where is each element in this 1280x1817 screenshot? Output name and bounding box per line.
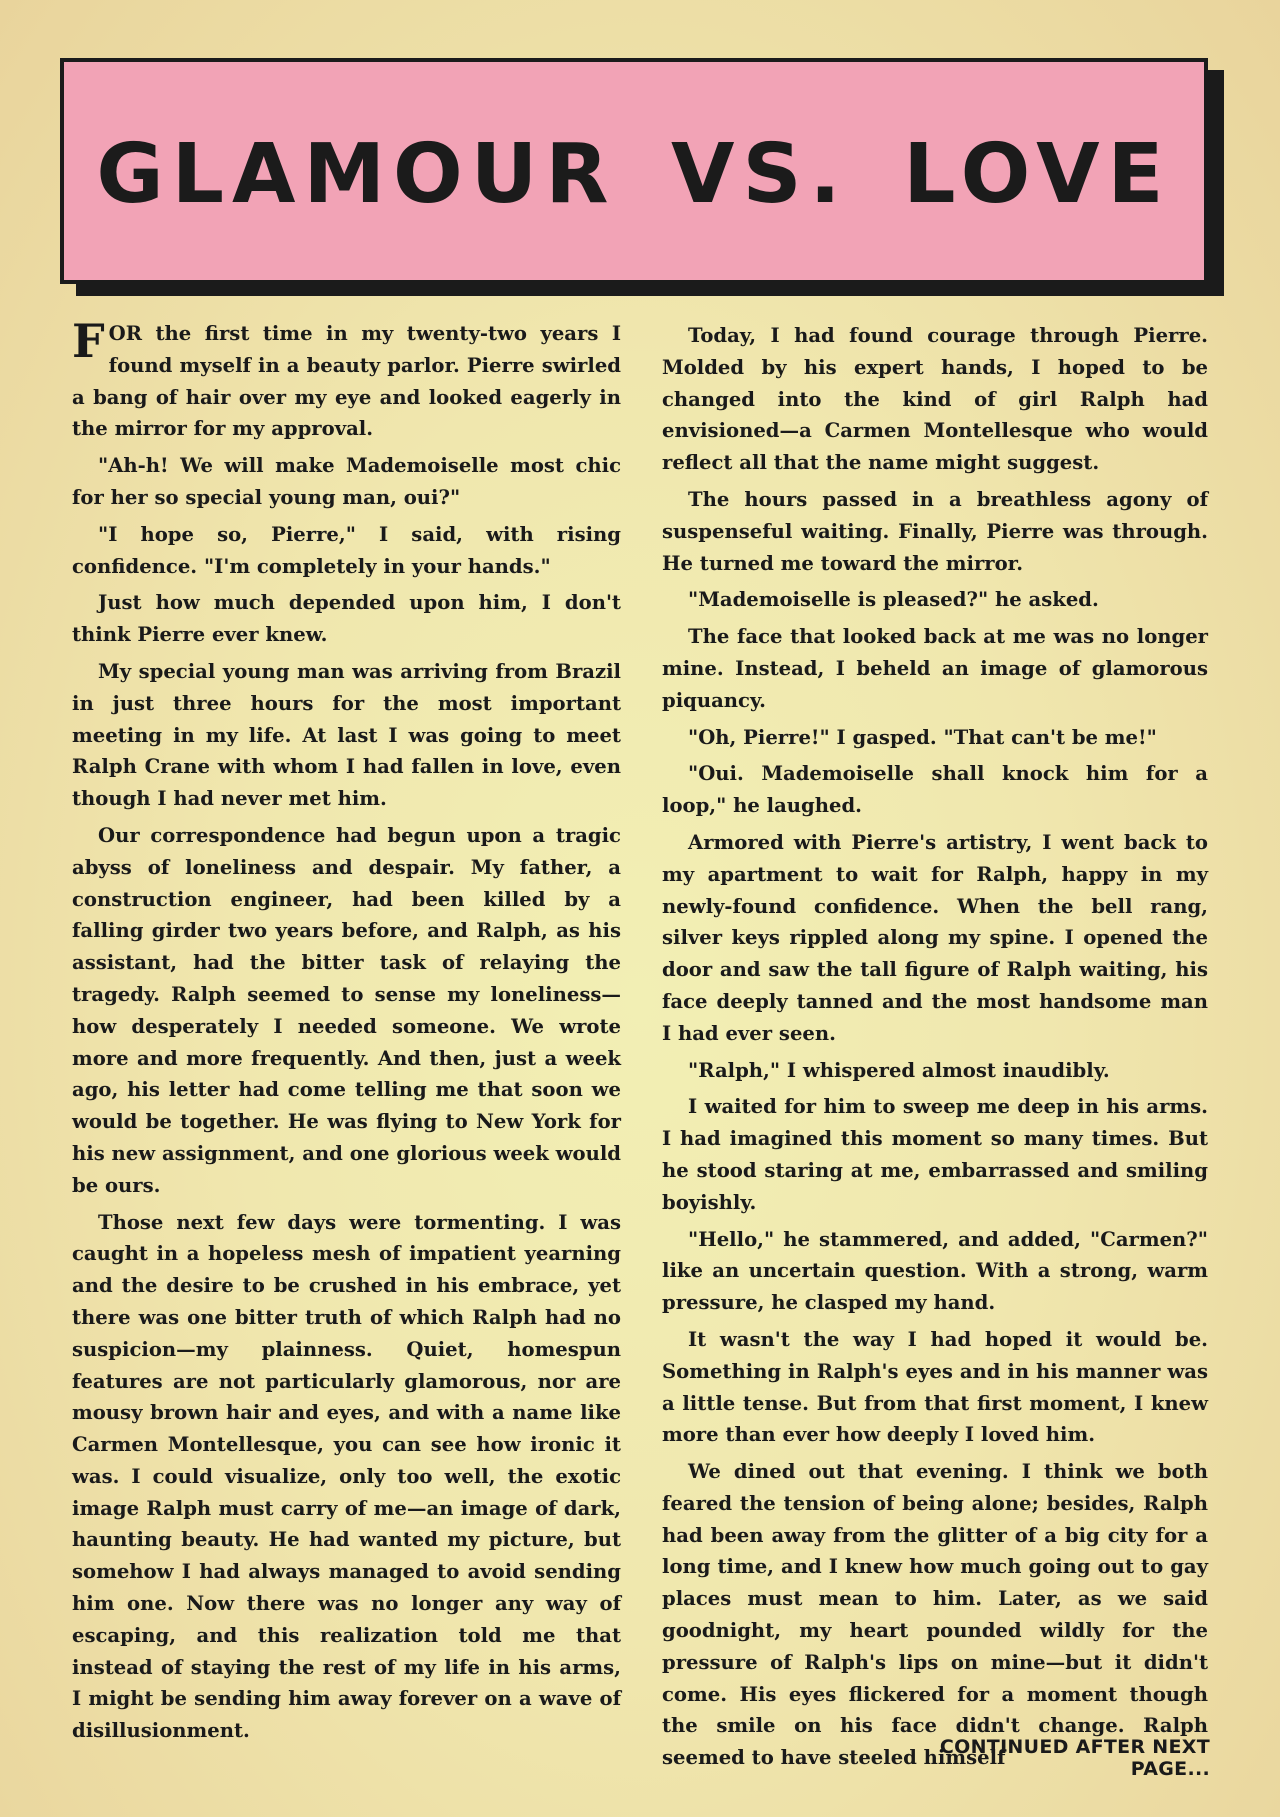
paragraph: "Mademoiselle is pleased?" he asked. [688, 588, 1099, 612]
paragraph: Those next few days were tormenting. I was caught in a hopeless mesh of impatient yearning and the desire to be crushed in his embrace, yet there was one bitter truth of which Ralph had no suspicion—my plainness. Quiet, homespun features are not particularly glamorous, nor are mousy brown hair and eyes, and with a name like Carmen Montellesque, you can see how ironic it was. I could visualize, only too well, the exotic image Ralph must carry of me—an image of dark, haunting beauty. He had wanted my picture, but somehow I had always managed to avoid sending him one. Now there was no longer any way of escaping, and this realization told me that instead of staying the rest of my life in his arms, I might be sending him away forever on a wave of disillusionment. [72, 1210, 621, 1743]
right-text-column [662, 320, 1208, 1779]
paragraph: My special young man was arriving from Brazil in just three hours for the most important meeting in my life. At last I was going to meet Ralph Crane with whom I had fallen in love, even though I had never met him. [72, 659, 621, 811]
paragraph: Just how much depended upon him, I don't think Pierre ever knew. [72, 591, 621, 647]
paragraph: FOR the first time in my twenty-two years I found myself in a beauty parlor. Pierre swirled a bang of hair over my eye and looked eagerly in the mirror for my approval. [72, 314, 621, 441]
drop-cap: F [72, 314, 105, 368]
paragraph: "Oh, Pierre!" I gasped. "That can't be me!" [688, 725, 1157, 749]
paragraph: "Oui. Mademoiselle shall knock him for a loop," he laughed. [662, 762, 1208, 818]
paragraph: "Hello," he stammered, and added, "Carmen?" like an uncertain question. With a strong, warm pressure, he clasped my hand. [662, 1227, 1208, 1315]
title-panel [60, 58, 1208, 284]
paragraph: "I hope so, Pierre," I said, with rising confidence. "I'm completely in your hands." [72, 522, 621, 578]
paragraph: "Ah-h! We will make Mademoiselle most chic for her so special young man, oui?" [72, 454, 621, 509]
paragraph: "Ralph," I whispered almost inaudibly. [688, 1058, 1110, 1082]
paragraph: Our correspondence had begun upon a tragic abyss of loneliness and despair. My father, a construction engineer, had been killed by a falling girder two years before, and Ralph, as his assistant, had the bitter task of relaying the tragedy. Ralph seemed to sense my loneliness—how desperately I needed someone. We wrote more and more frequently. And then, just a week ago, his letter had come telling me that soon we would be together. He was flying to New York for his new assignment, and one glorious week would be ours. [72, 823, 621, 1197]
paragraph: The face that looked back at me was no longer mine. Instead, I beheld an image of glamorous piquancy. [662, 625, 1208, 712]
paragraph: I waited for him to sweep me deep in his arms. I had imagined this moment so many times. But he stood staring at me, embarrassed and smiling boyishly. [662, 1095, 1208, 1214]
left-text-column [72, 314, 621, 1752]
paragraph: We dined out that evening. I think we both feared the tension of being alone; besides, Ralph had been away from the glitter of a big city for a long time, and I knew how much going out to gay places must mean to him. Later, as we said goodnight, my heart pounded wildly for the pressure of Ralph's lips on mine—but it didn't come. His eyes flickered for a moment though the smile on his face didn't change. Ralph seemed to have steeled himself [662, 1460, 1208, 1770]
paragraph: The hours passed in a breathless agony of suspenseful waiting. Finally, Pierre was through. He turned me toward the mirror. [662, 487, 1208, 575]
paragraph: Armored with Pierre's artistry, I went back to my apartment to wait for Ralph, happy in my newly-found confidence. When the bell rang, silver keys rippled along my spine. I opened the door and saw the tall figure of Ralph waiting, his face deeply tanned and the most handsome man I had ever seen. [662, 830, 1208, 1045]
paragraph: It wasn't the way I had hoped it would be. Something in Ralph's eyes and in his manner was a little tense. But from that first moment, I knew more than ever how deeply I loved him. [662, 1327, 1208, 1447]
paragraph: Today, I had found courage through Pierre. Molded by his expert hands, I hoped to be changed into the kind of girl Ralph had envisioned—a Carmen Montellesque who would reflect all that the name might suggest. [662, 324, 1208, 475]
story-title: GLAMOUR VS. LOVE [96, 126, 1172, 222]
continued-notice: CONTINUED AFTER NEXT PAGE... [939, 1736, 1210, 1780]
